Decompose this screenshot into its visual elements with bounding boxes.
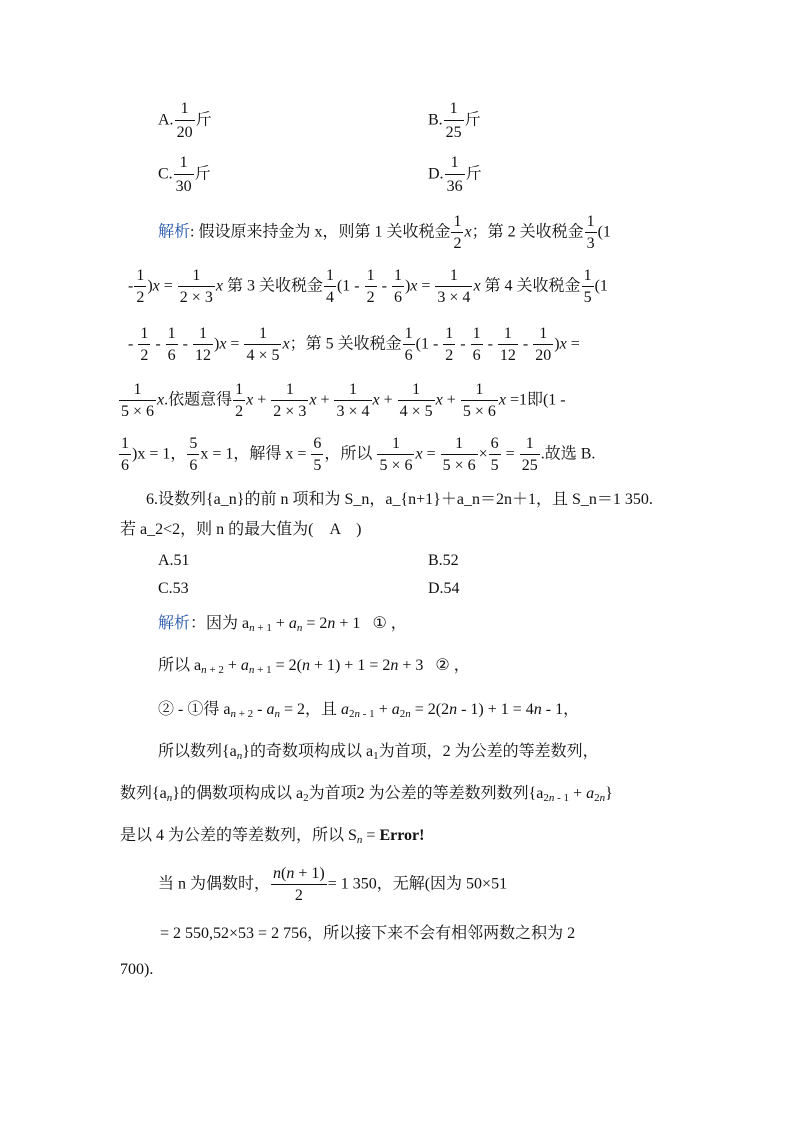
- q6-option-a: A.51: [158, 552, 190, 569]
- unit: 斤: [195, 111, 212, 129]
- text: 为首项2 为公差的等差数列数列{a: [308, 785, 544, 802]
- text: 第 4 关收税金: [484, 277, 581, 295]
- fraction: [174, 154, 194, 196]
- option-label: C.: [158, 165, 173, 183]
- q6-solution-4: 所以数列$\{a_n\}$的奇数项构成以 $a_1$为首项，2 为公差的等差数列，: [158, 743, 599, 762]
- text: ；第 5 关收税金: [289, 335, 402, 353]
- solution-line-1: 解析: 假设原来持金为 x，则第 1 关收税金 $\frac{1}{2}$ x；第 2 关收税金 $\frac{1}{3}$ (1: [158, 213, 611, 252]
- q6-option-d: D.54: [428, 580, 460, 597]
- q6-solution-1: 解析：因为 $a_{n + 1} + a_n = 2n + 1$ ① ，: [158, 615, 407, 634]
- q6-solution-7: 当 n 为偶数时， $\frac{n(n + 1)}{2}$ = 1 350，无解(因为 50×51: [158, 865, 508, 904]
- text: 所以数列{a: [158, 743, 237, 760]
- text: 是以 4 为公差的等差数列，所以 S: [120, 827, 357, 844]
- text: 数列{a: [120, 785, 167, 802]
- solution-line-4: $\frac{1}{5 \times 6}$ x.依题意得 $\frac{1}{2}$ x + $\frac{1}{2 \times 3}$ x + $\frac{1}{3 \times 4}$ x + $\frac{1}{4 \times 5}$ x + $\frac{1}{5 \times 6}$ x =1即(1 -: [121, 381, 566, 420]
- text: ；第 2 关收税金: [471, 223, 584, 241]
- unit: 斤: [194, 165, 211, 183]
- unit: 斤: [464, 111, 481, 129]
- text: 第 3 关收税金: [226, 277, 323, 295]
- text: .故选 B.: [540, 445, 596, 463]
- text: 所以 a: [158, 657, 202, 674]
- solution-line-5: $\frac{1}{6}$ )x = 1， $\frac{5}{6}$ x = 1，解得 x = $\frac{6}{5}$ ，所以 $\frac{1}{5 \times 6}$ x = $\frac{1}{5 \times 6}$ × $\frac{6}{5}$ = $\frac{1}{25}$ .故选 B.: [121, 435, 596, 474]
- denominator: 36: [446, 178, 463, 195]
- text: 当 n 为偶数时，: [158, 875, 271, 893]
- q6-solution-5: 数列$\{a_n\}$的偶数项构成以 $a_2$为首项2 为公差的等差数列数列$\{a_{2n - 1} + a_{2n}\}$: [120, 785, 613, 804]
- solution-label: 解析: [158, 223, 191, 241]
- error-text: Error!: [379, 827, 425, 844]
- text: x = 1，: [137, 445, 187, 463]
- text: 为首项，2 为公差的等差数列，: [378, 743, 599, 760]
- q6-option-c: C.53: [158, 580, 189, 597]
- q6-solution-6: 是以 4 为公差的等差数列，所以 $S_n$ = Error!: [120, 827, 425, 846]
- option-label: D.: [428, 165, 444, 183]
- numerator: 1: [175, 100, 195, 121]
- option-d: [428, 154, 482, 196]
- text: ，所以: [324, 445, 373, 463]
- q6-solution-8: = 2 550,52×53 = 2 756，所以接下来不会有相邻两数之积为 2: [160, 925, 576, 942]
- text: = 1 350，无解(因为 50×51: [327, 875, 508, 893]
- unit: 斤: [465, 165, 482, 183]
- numerator: 1: [445, 154, 465, 175]
- text: ② - ①得 a: [158, 701, 231, 718]
- fraction: [445, 154, 465, 196]
- numerator: 1: [174, 154, 194, 175]
- question-6-stem: 6.设数列{a_n}的前 n 项和为 S_n，a_{n+1}＋a_n＝2n＋1，且 S_n＝1 350.: [146, 491, 653, 508]
- option-c: [158, 154, 211, 196]
- text: ：因为 a: [190, 615, 250, 632]
- q6-solution-2: 所以 $a_{n + 2} + a_{n + 1} = 2(n + 1) + 1 = 2n + 3$ ② ，: [158, 657, 470, 676]
- q6-solution-9: 700).: [120, 961, 154, 978]
- solution-line-3: - $\frac{1}{2}$ - $\frac{1}{6}$ - $\frac{1}{12}$ )x = $\frac{1}{4 \times 5}$ x；第 5 关收税金 $\frac{1}{6}$ (1 - $\frac{1}{2}$ - $\frac{1}{6}$ - $\frac{1}{12}$ - $\frac{1}{20}$ )x =: [128, 325, 580, 364]
- denominator: 20: [176, 124, 193, 141]
- option-b: [428, 100, 481, 142]
- q6-option-b: B.52: [428, 552, 459, 569]
- fraction: [175, 100, 195, 142]
- option-label: A.: [158, 111, 174, 129]
- q6-solution-3: ② - ①得 $a_{n + 2} - a_n = 2$，且 $a_{2n - 1} + a_{2n} = 2(2n - 1) + 1 = 4n - 1$，: [158, 701, 580, 720]
- denominator: 30: [175, 178, 192, 195]
- text: =1即(1 -: [509, 391, 566, 409]
- text: ② ，: [435, 657, 470, 674]
- numerator: 1: [444, 100, 464, 121]
- text: ① ，: [372, 615, 407, 632]
- text: : 假设原来持金为 x，则第 1 关收税金: [190, 223, 451, 241]
- text: }的奇数项构成以 a: [242, 743, 374, 760]
- option-a: [158, 100, 212, 142]
- solution-label: 解析: [158, 615, 191, 632]
- fraction: [444, 100, 464, 142]
- text: }的偶数项构成以 a: [172, 785, 304, 802]
- option-label: B.: [428, 111, 443, 129]
- solution-line-2: - $\frac{1}{2}$ )x = $\frac{1}{2 \times 3}$ x 第 3 关收税金 $\frac{1}{4}$ (1 - $\frac{1}{2}$ - $\frac{1}{6}$ )x = $\frac{1}{3 \times 4}$ x 第 4 关收税金 $\frac{1}{5}$ (1: [128, 267, 608, 306]
- denominator: 25: [445, 124, 462, 141]
- question-6-stem-2: 若 a_2<2，则 n 的最大值为( A ): [120, 521, 362, 538]
- text: .依题意得: [164, 391, 233, 409]
- text: x = 1，解得 x =: [200, 445, 307, 463]
